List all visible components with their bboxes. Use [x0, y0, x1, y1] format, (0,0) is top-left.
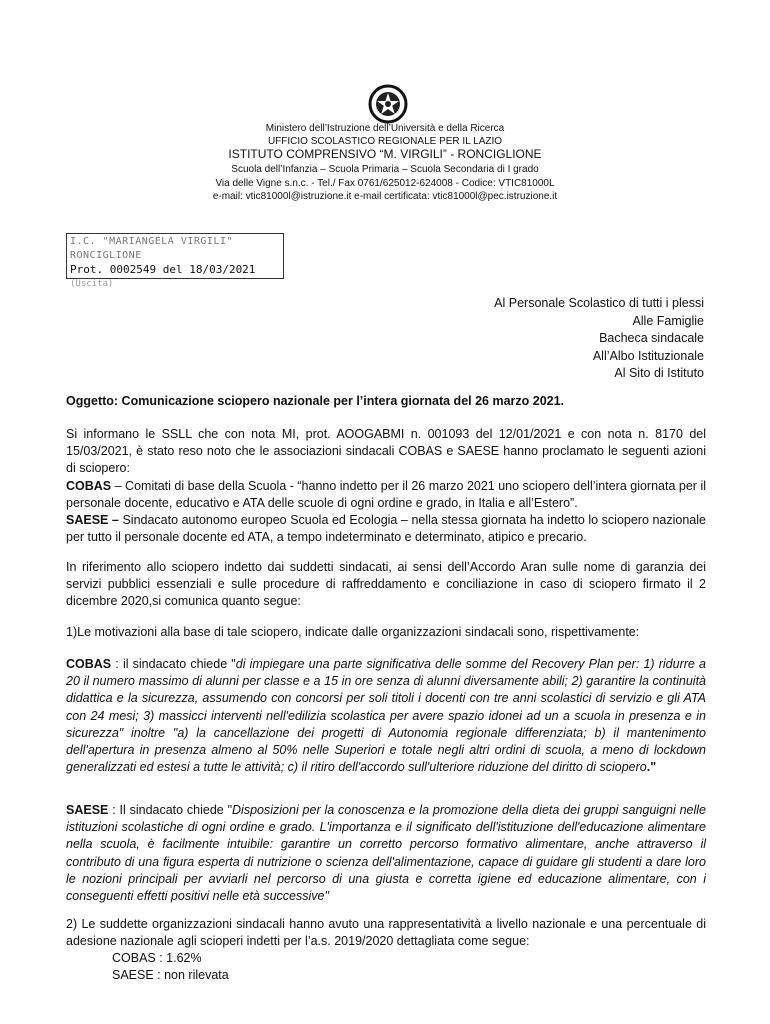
- adesione-list: [66, 950, 706, 984]
- recipient: Alle Famiglie: [632, 313, 704, 328]
- intro-paragraph: Si informano le SSLL che con nota MI, prot. AOOGABMI n. 001093 del 12/01/2021 e con nota n. 8170 del 15/03/2021, è stato reso noto che le associazioni sindacali COBAS e SAESE hanno proclamato le seguenti azioni di sciopero:: [66, 427, 706, 476]
- intro-block: [66, 426, 706, 546]
- italian-republic-emblem-icon: [368, 84, 408, 124]
- ministry-line: Ministero dell’Istruzione dell’Università e della Ricerca: [265, 123, 505, 134]
- stamp-direction: (Uscita): [70, 279, 114, 289]
- recipient: All’Albo Istituzionale: [592, 348, 704, 363]
- recipient: Al Sito di Istituto: [614, 366, 704, 380]
- reference-paragraph: In riferimento allo sciopero indetto dai suddetti sindacati, ai sensi dell’Accordo Aran sulle nome di garanzia dei servizi pubblici essenziali e sulle procedure di raffreddamento e conciliazione in caso di sciopero firmato il 2 dicembre 2020,si comunica quanto segue:: [66, 560, 706, 609]
- saese-motiv-lead: : Il sindacato chiede ": [108, 803, 233, 817]
- school-levels: Scuola dell’Infanzia – Scuola Primaria – Scuola Secondaria di I grado: [231, 164, 539, 175]
- saese-intro-text: Sindacato autonomo europeo Scuola ed Ecologia – nella stessa giornata ha indetto lo sciopero nazionale per tutto il personale docente ed ATA, a tempo indeterminato e determinato, atipico e precario.: [66, 513, 706, 545]
- stamp-institution: I.C. "MARIANGELA VIRGILI" RONCIGLIONE: [70, 236, 234, 261]
- recipient: Bacheca sindacale: [599, 331, 704, 345]
- cobas-motiv-label: COBAS: [66, 657, 112, 671]
- saese-intro-paragraph: [66, 512, 706, 546]
- saese-motiv-label: SAESE: [66, 803, 109, 817]
- saese-motivations: [66, 802, 706, 905]
- school-address: Via delle Vigne s.n.c. - Tel./ Fax 0761/625012-624008 - Codice: VTIC81000L: [215, 178, 555, 189]
- adesione-cobas: COBAS : 1.62%: [112, 951, 202, 965]
- school-name: ISTITUTO COMPRENSIVO “M. VIRGILI” - RONCIGLIONE: [228, 147, 542, 161]
- cobas-motiv-lead: : il sindacato chiede ": [111, 657, 236, 671]
- office-line: UFFICIO SCOLASTICO REGIONALE PER IL LAZIO: [267, 136, 503, 147]
- school-emails: e-mail: vtic81000l@istruzione.it e-mail certificata: vtic81000l@pec.istruzione.it: [212, 191, 558, 202]
- saese-motiv-quote: Disposizioni per la conoscenza e la promozione della dieta dei gruppi sanguigni nelle istituzioni scolastiche di ogni ordine e grado. L'importanza e il significato dell'istituzione dell'educazione alimentare nella scuola, è facilmente intuibile: garantire un corretto percorso formativo alimentare, anche attraverso il contributo di una figura esperta di nutrizione o scienza dell'alimentazione, capace di guidare gli studenti a dare loro le nozioni principali per avviarli nel percorso di una giusta e corretta igiene ed educazione alimentare, con i conseguenti effetti positivi nelle età successive": [66, 803, 706, 904]
- cobas-motivations: [66, 656, 706, 776]
- point-1: 1)Le motivazioni alla base di tale sciopero, indicate dalle organizzazioni sindacali sono, rispettivamente:: [66, 625, 640, 639]
- cobas-motiv-quote: di impiegare una parte significativa delle somme del Recovery Plan per: 1) ridurre a 20 il numero massimo di alunni per classe e a 15 in ore senza di alunni diversamente abili; 2) garantire la continuità didattica e la sicurezza, assumendo con concorsi per soli titoli i docenti con tre anni scolastici di servizio e gli ATA con 24 mesi; 3) massicci interventi nell'edilizia scolastica per avere spazio idonei ad un a scuola in presenza e in sicurezza" inoltre "a) la cancellazione dei progetti di Autonomia regionale differenziata; b) il mantenimento dell'apertura in presenza almeno al 50% nelle Superiori e totale negli altri ordini di scuola, a meno di lockdown generalizzati ed estesi a tutte le attività; c) il ritiro dell'accordo sull'ulteriore riduzione del diritto di sciopero: [66, 657, 706, 775]
- subject-line: Oggetto: Comunicazione sciopero nazionale per l’intera giornata del 26 marzo 2021.: [66, 394, 565, 408]
- recipients-list: [494, 295, 704, 383]
- cobas-intro-text: – Comitati di base della Scuola - “hanno indetto per il 26 marzo 2021 uno sciopero dell’intera giornata per il personale docente, educativo e ATA delle scuole di ogni ordine e grado, in Italia e all’Estero”.: [66, 478, 706, 510]
- point-2: 2) Le suddette organizzazioni sindacali hanno avuto una rappresentatività a livello nazionale e una percentuale di adesione nazionale agli scioperi indetti per l’a.s. 2019/2020 dettagliata come segue:: [66, 917, 706, 949]
- protocol-stamp: [66, 233, 284, 289]
- saese-label: SAESE –: [66, 513, 119, 528]
- stamp-protocol: Prot. 0002549 del 18/03/2021: [70, 263, 256, 276]
- cobas-motiv-end: .": [646, 760, 657, 775]
- cobas-intro-paragraph: [66, 478, 706, 512]
- adesione-saese: SAESE : non rilevata: [112, 968, 229, 983]
- recipient: Al Personale Scolastico di tutti i plessi: [494, 296, 704, 310]
- cobas-label: COBAS: [66, 478, 112, 493]
